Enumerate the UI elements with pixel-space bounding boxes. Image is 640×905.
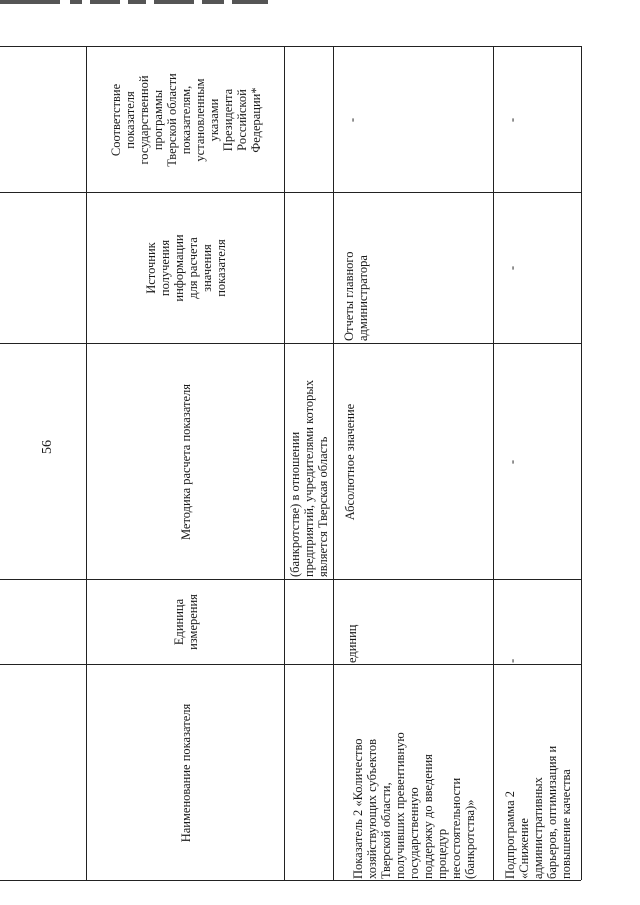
header-compliance: Соответствие показателя государственной программы Тверской области показателям, установленным указами Президента Российской Федерации* <box>108 72 263 167</box>
header-unit: Единица измерения <box>171 594 200 650</box>
page-number: 56 <box>40 440 55 454</box>
table-border-bottom <box>0 880 581 881</box>
row2-method: Абсолютное значение <box>342 403 357 520</box>
header-source: Источник получения информации для расчета значения показателя <box>143 234 228 302</box>
row3-compliance: - <box>504 117 519 122</box>
row2-name: Показатель 2 «Количество хозяйствующих субъектов Тверской области, получивших превентивную государственную поддержку до введения процедур несостоятельности (банкротства)» <box>350 731 477 879</box>
row3-method: - <box>504 459 519 464</box>
header-name: Наименование показателя <box>178 703 193 842</box>
table-border-right <box>581 46 582 880</box>
row2-source: Отчеты главного администратора <box>341 251 370 341</box>
row3-source: - <box>504 265 519 271</box>
row2-unit: единиц <box>344 624 359 663</box>
row1-method: (банкротстве) в отношении предприятий, учредителями которых является Тверская область <box>288 379 330 577</box>
scan-artifact <box>0 0 640 6</box>
row3-name: Подпрограмма 2 «Снижение административных барьеров, оптимизация и повышение качества <box>502 745 573 879</box>
row3-unit: - <box>504 658 519 663</box>
row2-compliance: - <box>344 117 359 122</box>
header-method: Методика расчета показателя <box>178 383 193 540</box>
